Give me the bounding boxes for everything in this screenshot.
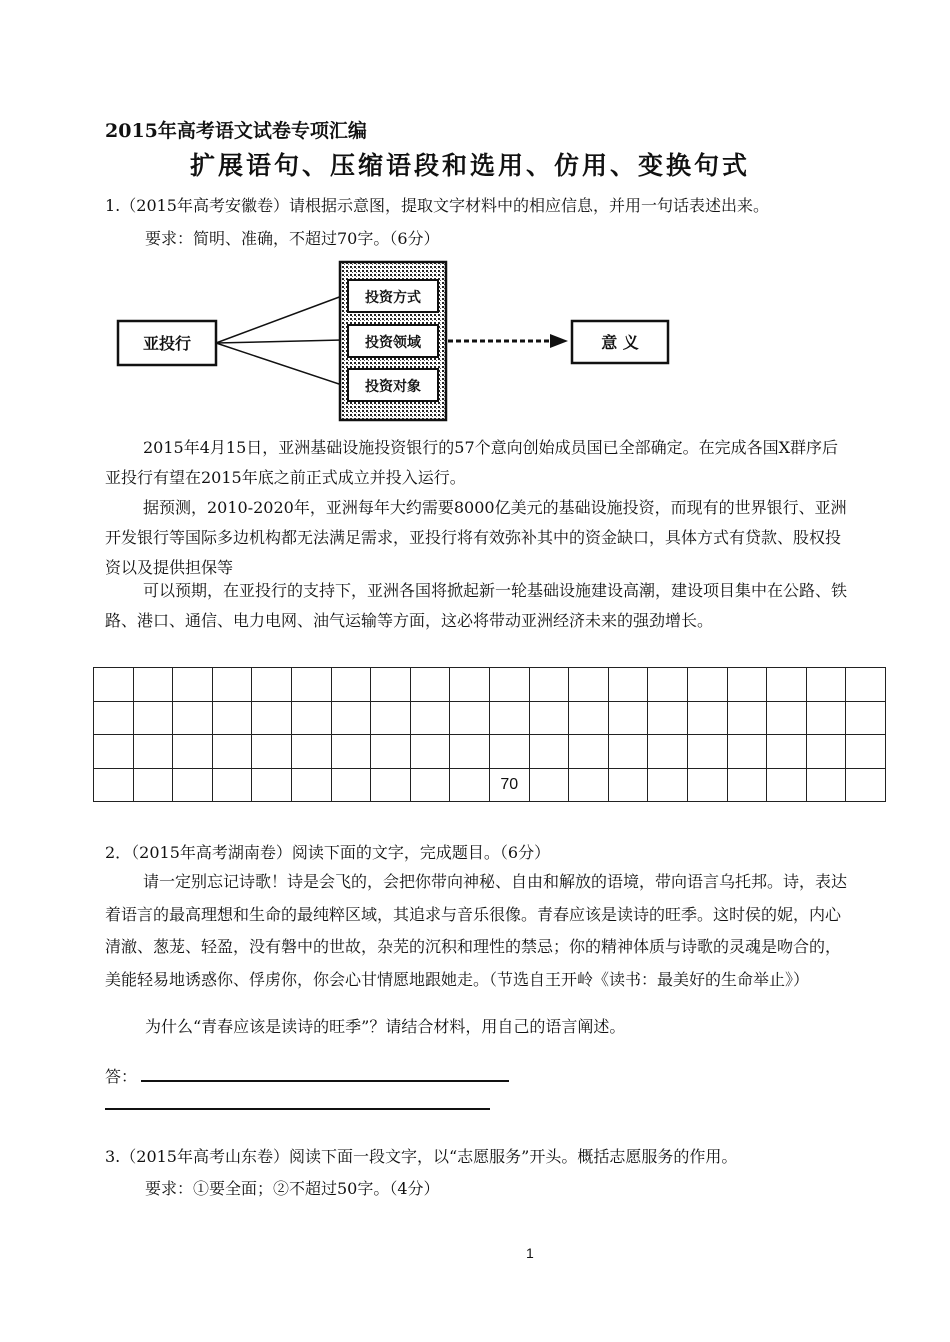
grid-cell[interactable] xyxy=(252,668,292,702)
grid-cell[interactable] xyxy=(212,768,252,802)
diagram-middle-label-1: 投资方式 xyxy=(365,290,421,306)
grid-row xyxy=(94,735,886,769)
grid-cell[interactable] xyxy=(173,768,213,802)
q1-paragraph-2: 据预测，2010-2020年，亚洲每年大约需要8000亿美元的基础设施投资，而现有的世界银行、亚洲开发银行等国际多边机构都无法满足需求，亚投行将有效弥补其中的资金缺口，具体方式有贷款、股权投资以及提供担保等 xyxy=(105,498,847,577)
grid-row xyxy=(94,768,886,802)
grid-cell[interactable] xyxy=(529,668,569,702)
diagram-source-label: 亚投行 xyxy=(142,334,192,353)
grid-cell[interactable] xyxy=(569,668,609,702)
grid-cell[interactable] xyxy=(331,768,371,802)
grid-cell[interactable] xyxy=(331,668,371,702)
grid-cell[interactable] xyxy=(806,735,846,769)
grid-cell[interactable] xyxy=(331,701,371,735)
grid-cell[interactable] xyxy=(410,701,450,735)
grid-cell[interactable] xyxy=(291,768,331,802)
grid-cell[interactable] xyxy=(608,735,648,769)
grid-cell[interactable] xyxy=(133,768,173,802)
grid-cell[interactable] xyxy=(173,701,213,735)
grid-cell[interactable] xyxy=(767,668,807,702)
grid-cell[interactable] xyxy=(529,768,569,802)
grid-cell[interactable] xyxy=(173,668,213,702)
grid-cell[interactable] xyxy=(846,701,886,735)
grid-cell[interactable] xyxy=(371,768,411,802)
grid-cell[interactable] xyxy=(450,701,490,735)
grid-cell[interactable] xyxy=(608,701,648,735)
grid-cell[interactable] xyxy=(133,668,173,702)
grid-cell[interactable] xyxy=(212,735,252,769)
grid-cell[interactable] xyxy=(529,701,569,735)
grid-cell[interactable] xyxy=(648,735,688,769)
grid-cell[interactable] xyxy=(489,735,529,769)
grid-cell[interactable] xyxy=(767,735,807,769)
grid-cell[interactable] xyxy=(648,668,688,702)
diagram-target-label: 意 义 xyxy=(601,333,639,352)
grid-cell[interactable] xyxy=(94,768,134,802)
grid-cell[interactable] xyxy=(727,668,767,702)
grid-cell[interactable] xyxy=(94,668,134,702)
grid-cell[interactable] xyxy=(529,735,569,769)
q2-question: 为什么“青春应该是读诗的旺季”？请结合材料，用自己的语言阐述。 xyxy=(145,1017,626,1036)
grid-cell[interactable] xyxy=(291,668,331,702)
q1-stem: 1.（2015年高考安徽卷）请根据示意图，提取文字材料中的相应信息，并用一句话表述出来。 xyxy=(105,196,769,215)
q1-diagram xyxy=(110,258,680,424)
diagram-middle-label-3: 投资对象 xyxy=(365,379,421,395)
answer-line-1[interactable] xyxy=(141,1080,509,1082)
grid-cell[interactable] xyxy=(489,701,529,735)
diagram-middle-label-2: 投资领域 xyxy=(365,335,421,351)
grid-cell[interactable] xyxy=(569,701,609,735)
grid-cell[interactable] xyxy=(569,735,609,769)
doc-title: 2015年高考语文试卷专项汇编 xyxy=(105,120,367,142)
grid-cell[interactable] xyxy=(450,668,490,702)
grid-cell[interactable] xyxy=(371,735,411,769)
grid-cell[interactable] xyxy=(727,701,767,735)
grid-cell[interactable] xyxy=(727,768,767,802)
grid-cell[interactable] xyxy=(133,735,173,769)
grid-cell[interactable] xyxy=(767,701,807,735)
grid-cell[interactable] xyxy=(252,701,292,735)
q2-answer-label: 答： xyxy=(105,1067,138,1086)
grid-cell[interactable] xyxy=(252,768,292,802)
grid-cell[interactable] xyxy=(806,701,846,735)
grid-row xyxy=(94,701,886,735)
grid-cell[interactable] xyxy=(727,735,767,769)
q1-paragraph-1: 2015年4月15日，亚洲基础设施投资银行的57个意向创始成员国已全部确定。在完成各国X群序后亚投行有望在2015年底之前正式成立并投入运行。 xyxy=(105,438,839,487)
answer-line-2[interactable] xyxy=(105,1108,490,1110)
grid-cell[interactable] xyxy=(133,701,173,735)
doc-subtitle: 扩展语句、压缩语段和选用、仿用、变换句式 xyxy=(190,151,751,180)
q1-requirement: 要求：简明、准确，不超过70字。（6分） xyxy=(145,229,440,248)
grid-cell[interactable] xyxy=(806,768,846,802)
grid-cell[interactable] xyxy=(846,768,886,802)
grid-cell-marker[interactable]: 70 xyxy=(489,768,529,802)
grid-cell[interactable] xyxy=(410,668,450,702)
grid-cell[interactable] xyxy=(291,701,331,735)
q1-paragraph-3: 可以预期，在亚投行的支持下，亚洲各国将掀起新一轮基础设施建设高潮，建设项目集中在公路、铁路、港口、通信、电力电网、油气运输等方面，这必将带动亚洲经济未来的强劲增长。 xyxy=(105,581,848,630)
grid-cell[interactable] xyxy=(489,668,529,702)
grid-cell[interactable] xyxy=(410,735,450,769)
grid-cell[interactable] xyxy=(252,735,292,769)
grid-cell[interactable] xyxy=(410,768,450,802)
page-number: 1 xyxy=(526,1245,534,1261)
grid-cell[interactable] xyxy=(371,668,411,702)
grid-cell[interactable] xyxy=(173,735,213,769)
grid-row xyxy=(94,668,886,702)
grid-cell[interactable] xyxy=(331,735,371,769)
grid-cell[interactable] xyxy=(687,768,727,802)
grid-cell[interactable] xyxy=(687,701,727,735)
grid-cell[interactable] xyxy=(94,735,134,769)
grid-cell[interactable] xyxy=(371,701,411,735)
grid-cell[interactable] xyxy=(291,735,331,769)
q2-stem: 2．（2015年高考湖南卷）阅读下面的文字，完成题目。（6分） xyxy=(105,843,551,862)
grid-cell[interactable] xyxy=(806,668,846,702)
grid-cell[interactable] xyxy=(687,668,727,702)
grid-cell[interactable] xyxy=(648,768,688,802)
grid-cell[interactable] xyxy=(450,768,490,802)
grid-cell[interactable] xyxy=(569,768,609,802)
grid-cell[interactable] xyxy=(212,701,252,735)
grid-cell[interactable] xyxy=(94,701,134,735)
grid-cell[interactable] xyxy=(767,768,807,802)
grid-cell[interactable] xyxy=(608,768,648,802)
grid-cell[interactable] xyxy=(608,668,648,702)
grid-cell[interactable] xyxy=(450,735,490,769)
grid-cell[interactable] xyxy=(648,701,688,735)
grid-cell[interactable] xyxy=(687,735,727,769)
q3-stem: 3.（2015年高考山东卷）阅读下面一段文字，以“志愿服务”开头。概括志愿服务的作用。 xyxy=(105,1147,738,1166)
answer-grid[interactable] xyxy=(93,667,886,802)
q3-requirement: 要求：①要全面；②不超过50字。（4分） xyxy=(145,1179,440,1198)
grid-cell[interactable] xyxy=(212,668,252,702)
q2-passage: 请一定别忘记诗歌！诗是会飞的，会把你带向神秘、自由和解放的语境，带向语言乌托邦。诗，表达着语言的最高理想和生命的最纯粹区域，其追求与音乐很像。青春应该是读诗的旺季。这时侯的妮，内心清澈、葱茏、轻盈，没有磐中的世故，杂芜的沉积和理性的禁忌；你的精神体质与诗歌的灵魂是吻合的，美能轻易地诱惑你、俘虏你，你会心甘情愿地跟她走。（节选自王开岭《读书：最美好的生命举止》） xyxy=(105,872,848,989)
grid-cell[interactable] xyxy=(846,735,886,769)
grid-cell[interactable] xyxy=(846,668,886,702)
